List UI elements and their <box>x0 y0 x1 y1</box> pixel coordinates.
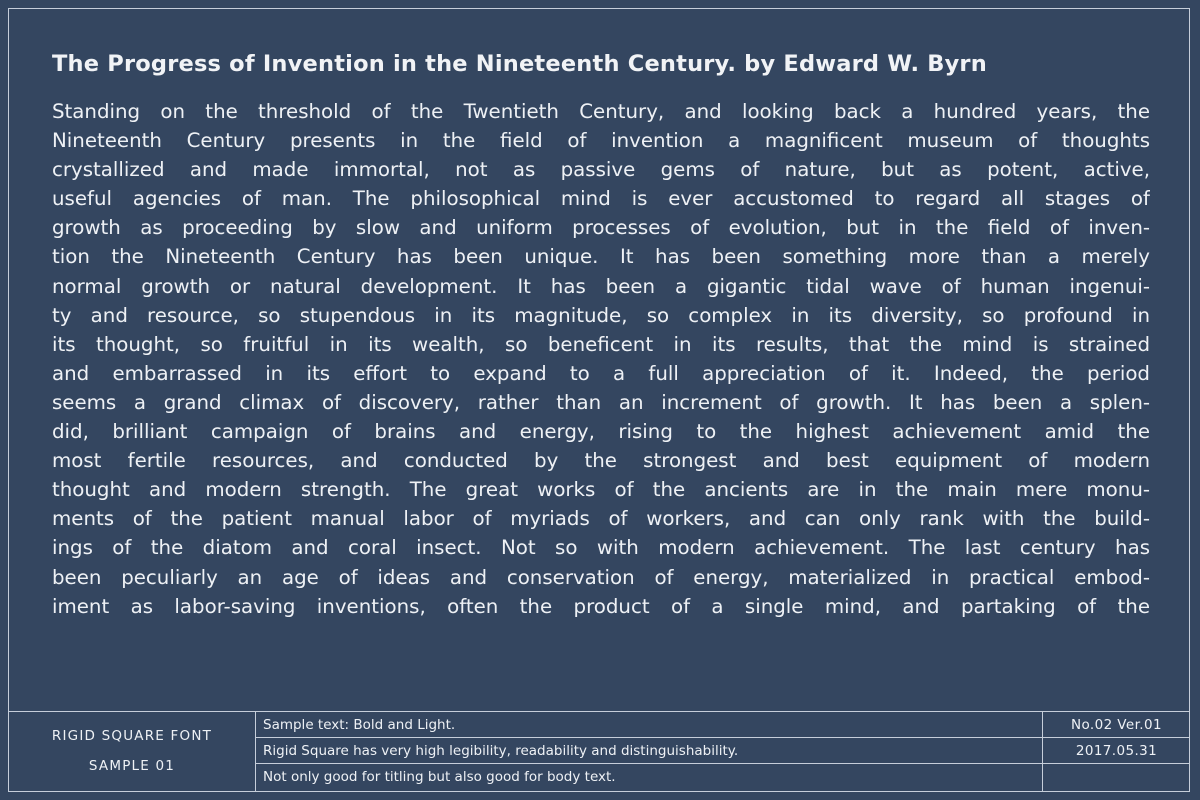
body-paragraph <box>52 97 1150 621</box>
description-row: Rigid Square has very high legibility, readability and distinguishability. <box>256 738 1042 764</box>
document-title: The Progress of Invention in the Nineteenth Century. by Edward W. Byrn <box>52 51 987 77</box>
body-line: ings of the diatom and coral insect. Not so with modern achievement. The last century has <box>52 536 1150 560</box>
description-row: Sample text: Bold and Light. <box>256 712 1042 738</box>
body-line: did, brilliant campaign of brains and energy, rising to the highest achievement amid the <box>52 420 1150 444</box>
body-line: Nineteenth Century presents in the field of invention a magnificent museum of thoughts <box>52 129 1150 153</box>
footer-table <box>8 711 1190 792</box>
body-line: growth as proceeding by slow and uniform processes of evolution, but in the field of inven- <box>52 216 1150 240</box>
body-line: and embarrassed in its effort to expand to a full appreciation of it. Indeed, the period <box>52 361 1150 385</box>
body-line: useful agencies of man. The philosophical mind is ever accustomed to regard all stages of <box>52 187 1150 211</box>
body-line: seems a grand climax of discovery, rather than an increment of growth. It has been a splen- <box>52 390 1150 414</box>
footer-meta <box>1043 712 1190 792</box>
date-label: 2017.05.31 <box>1043 738 1190 764</box>
body-line: iment as labor-saving inventions, often the product of a single mind, and partaking of the <box>52 594 1150 618</box>
body-line: Standing on the threshold of the Twentieth Century, and looking back a hundred years, the <box>52 100 1150 123</box>
version-label: No.02 Ver.01 <box>1043 712 1190 738</box>
body-line: ty and resource, so stupendous in its magnitude, so complex in its diversity, so profound in <box>52 303 1150 327</box>
footer-font-label <box>8 712 256 792</box>
body-line: ments of the patient manual labor of myriads of workers, and can only rank with the build- <box>52 507 1150 531</box>
sample-number-label: SAMPLE 01 <box>88 758 176 774</box>
empty-meta-cell <box>1043 764 1190 792</box>
body-line: been peculiarly an age of ideas and conservation of energy, materialized in practical embod- <box>52 565 1150 589</box>
description-row: Not only good for titling but also good for body text. <box>263 769 616 785</box>
body-line: tion the Nineteenth Century has been unique. It has been something more than a merely <box>52 245 1150 269</box>
body-line: its thought, so fruitful in its wealth, so beneficent in its results, that the mind is strained <box>52 332 1150 356</box>
font-name-label: RIGID SQUARE FONT <box>51 728 213 744</box>
body-line: normal growth or natural development. It has been a gigantic tidal wave of human ingenui- <box>52 274 1150 298</box>
body-line: thought and modern strength. The great works of the ancients are in the main mere monu- <box>52 478 1150 502</box>
footer-description <box>256 712 1043 792</box>
body-line: crystallized and made immortal, not as passive gems of nature, but as potent, active, <box>52 158 1150 182</box>
body-line: most fertile resources, and conducted by the strongest and best equipment of modern <box>52 449 1150 473</box>
